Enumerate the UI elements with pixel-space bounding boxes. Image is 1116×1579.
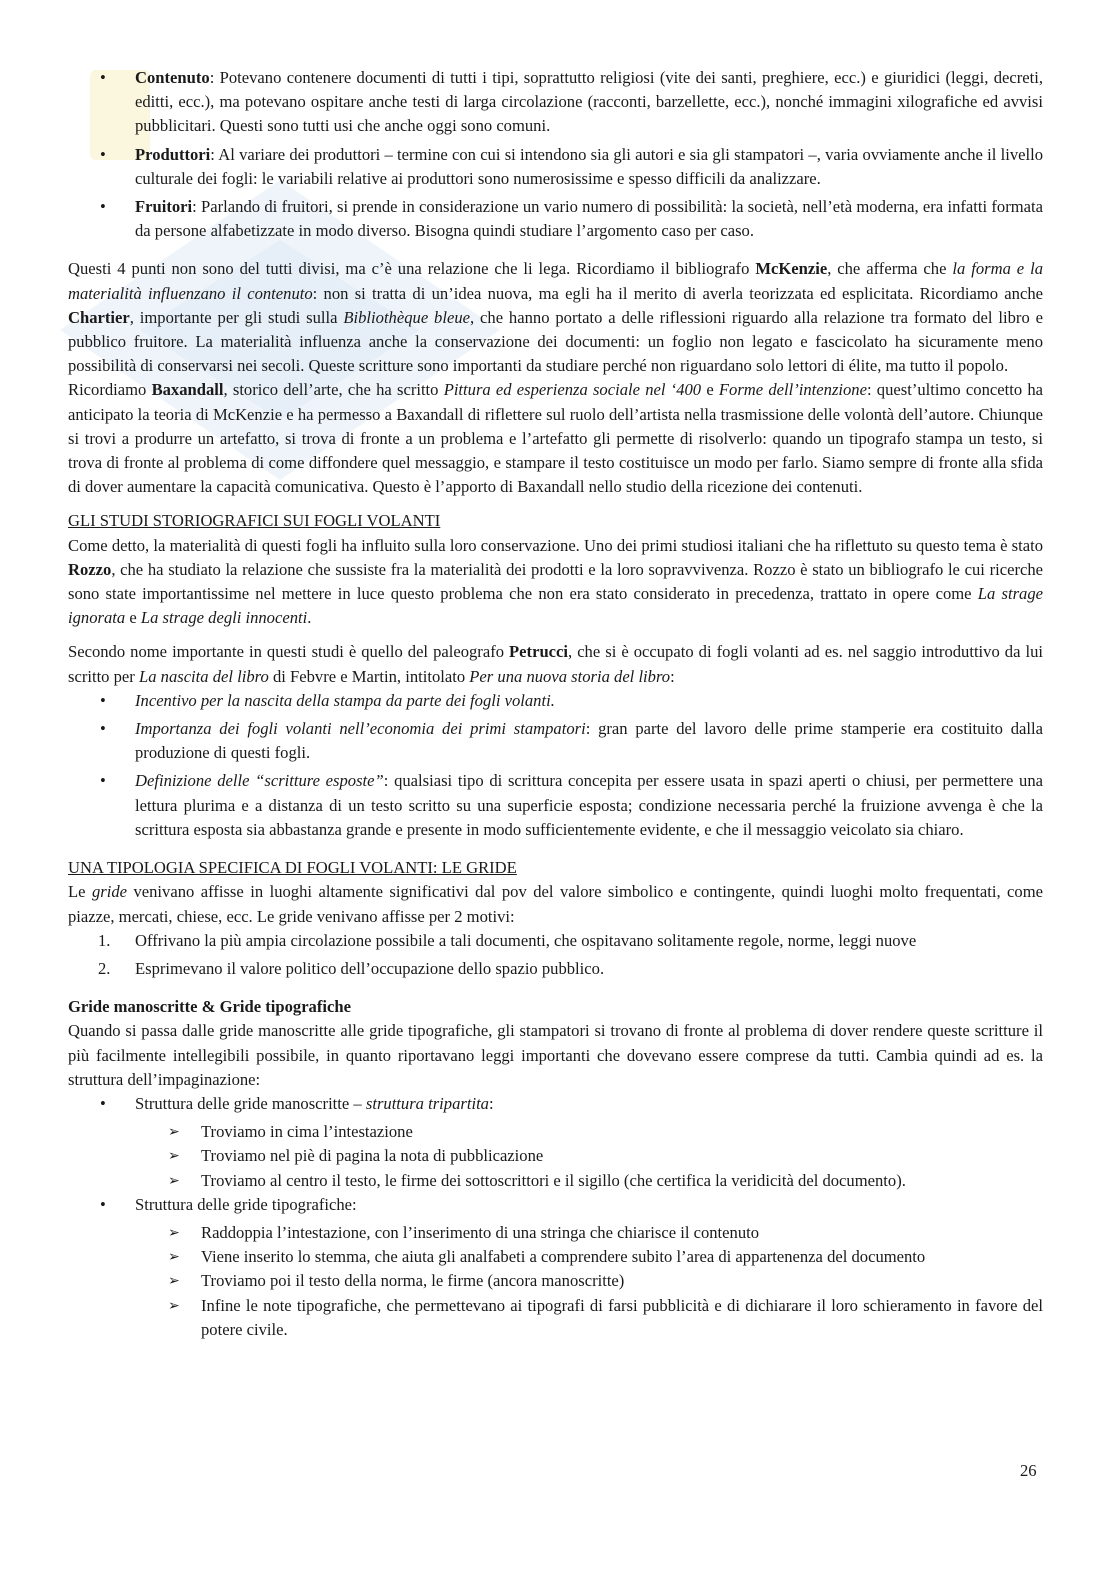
text: : gran parte del lavoro delle prime stamperie era costituito dalla produzione di questi fogli. xyxy=(135,719,1043,763)
bullet-item xyxy=(68,1092,1043,1116)
page-number: 26 xyxy=(1020,1461,1037,1480)
text: , storico dell’arte, che ha scritto xyxy=(223,380,444,400)
bold-text: Produttori xyxy=(135,144,211,164)
text: , che afferma che xyxy=(827,259,953,279)
text: Struttura delle gride tipografiche: xyxy=(135,1194,357,1214)
text: e xyxy=(701,380,719,400)
bold-text: Fruitori xyxy=(135,197,193,217)
paragraph xyxy=(68,378,1043,499)
text: Gride manoscritte & Gride tipografiche xyxy=(68,997,351,1017)
text: : non si tratta di un’idea nuova, ma egli ha il merito di averla teorizzata ed esplicitata. Ricordiamo anche xyxy=(312,283,1043,303)
bold-text: Chartier xyxy=(68,307,130,327)
text: Troviamo poi il testo della norma, le firme (ancora manoscritte) xyxy=(201,1271,625,1291)
paragraph xyxy=(68,640,1043,688)
bullet-item xyxy=(68,143,1043,191)
text: Questi 4 punti non sono del tutti divisi, ma c’è una relazione che li lega. Ricordiamo il bibliografo xyxy=(68,259,756,279)
spacer xyxy=(68,630,1043,640)
text: : Parlando di fruitori, si prende in considerazione un vario numero di possibilità: la società, nell’età moderna, era infatti formata da persone alfabetizzate in modo diverso. Bisogna quindi studiare l’argomento caso per caso. xyxy=(135,197,1043,241)
text: Troviamo nel piè di pagina la nota di pubblicazione xyxy=(201,1146,544,1166)
text: venivano affisse in luoghi altamente significativi dal pov del valore simbolico e contingente, quindi luoghi molto frequentati, come piazze, mercati, chiese, ecc. Le gride venivano affisse per 2 motivi: xyxy=(68,882,1043,926)
arrow-item xyxy=(68,1169,1043,1193)
italic-text: La nascita del libro xyxy=(138,666,269,686)
italic-text: la forma e la materialità influenzano il contenuto xyxy=(68,259,1043,303)
text: Offrivano la più ampia circolazione possibile a tali documenti, che ospitavano solitamente regole, norme, leggi nuove xyxy=(135,930,917,950)
text: Infine le note tipografiche, che permettevano ai tipografi di farsi pubblicità e di dichiarare il loro schieramento in favore del potere civile. xyxy=(201,1295,1043,1339)
italic-text: Importanza dei fogli volanti nell’economia dei primi stampatori xyxy=(135,719,586,739)
bold-text: Rozzo xyxy=(68,559,112,579)
text: Le xyxy=(68,882,92,902)
italic-text: Per una nuova storia del libro xyxy=(469,666,671,686)
text: di Febvre e Martin, intitolato xyxy=(268,666,470,686)
italic-text: Bibliothèque bleue xyxy=(343,307,470,327)
text: : xyxy=(670,666,675,686)
arrow-item xyxy=(68,1294,1043,1342)
text: , che ha studiato la relazione che sussiste fra la materialità dei prodotti e la loro sopravvivenza. Rozzo è stato un bibliografo le cui ricerche sono state importantissime nel mettere in luce questo problema che non era stato considerato in precedenza, trattato in opere come xyxy=(68,559,1043,604)
item-number: 2. xyxy=(98,958,111,978)
text: GLI STUDI STORIOGRAFICI SUI FOGLI VOLANTI xyxy=(68,511,441,531)
italic-text: Pittura ed esperienza sociale nel ‘400 xyxy=(443,380,702,400)
paragraph xyxy=(68,880,1043,928)
bold-text: Baxandall xyxy=(151,380,224,400)
text: Raddoppia l’intestazione, con l’inserimento di una stringa che chiarisce il contenuto xyxy=(201,1222,760,1242)
text: : xyxy=(488,1093,494,1113)
text: Viene inserito lo stemma, che aiuta gli analfabeti a comprendere subito l’area di appartenenza del documento xyxy=(201,1247,926,1267)
bold-text: Contenuto xyxy=(135,68,210,87)
italic-text: La strage ignorata xyxy=(68,584,1043,628)
paragraph xyxy=(68,534,1043,631)
italic-text: La strage degli innocenti xyxy=(140,608,308,628)
italic-text: Incentivo per la nascita della stampa da parte dei fogli volanti. xyxy=(135,690,555,710)
italic-text: struttura tripartita xyxy=(365,1093,489,1113)
bullet-item xyxy=(68,717,1043,765)
item-number: 1. xyxy=(98,930,111,950)
arrow-item xyxy=(68,1221,1043,1245)
document-body xyxy=(68,66,1043,1342)
bullet-item xyxy=(68,66,1043,139)
section-heading xyxy=(68,509,1043,533)
numbered-item xyxy=(68,957,1043,981)
spacer xyxy=(68,247,1043,257)
text: Come detto, la materialità di questi fogli ha influito sulla loro conservazione. Uno dei primi studiosi italiani che ha riflettuto su questo tema è stato xyxy=(68,535,1043,555)
italic-text: Forme dell’intenzione xyxy=(718,380,867,400)
arrow-item xyxy=(68,1144,1043,1168)
text: e xyxy=(125,608,141,628)
spacer xyxy=(68,499,1043,509)
paragraph xyxy=(68,1019,1043,1092)
text: UNA TIPOLOGIA SPECIFICA DI FOGLI VOLANTI: LE GRIDE xyxy=(68,858,517,878)
subsection-heading xyxy=(68,995,1043,1019)
arrow-item xyxy=(68,1120,1043,1144)
bullet-item xyxy=(68,689,1043,713)
numbered-item xyxy=(68,929,1043,953)
text: Secondo nome importante in questi studi è quello del paleografo xyxy=(68,642,510,662)
text: : qualsiasi tipo di scrittura concepita per essere usata in spazi aperti o chiusi, per permettere una lettura plurima e a distanza di un testo scritto su una superficie esposta; condizione necessaria perché la fruizione avvenga è che la scrittura esposta sia abbastanza grande e presente in modo sufficientemente evidente, e che il messaggio veicolato sia chiaro. xyxy=(135,771,1043,839)
arrow-item xyxy=(68,1269,1043,1293)
text: Ricordiamo xyxy=(68,380,152,400)
spacer xyxy=(68,846,1043,856)
text: , che si è occupato di fogli volanti ad es. nel saggio introduttivo da lui scritto per xyxy=(68,642,1043,686)
text: , importante per gli studi sulla xyxy=(129,307,344,327)
bullet-item xyxy=(68,1193,1043,1217)
bullet-item xyxy=(68,769,1043,842)
section-heading xyxy=(68,856,1043,880)
bold-text: Petrucci xyxy=(509,642,569,662)
arrow-item xyxy=(68,1245,1043,1269)
text: Struttura delle gride manoscritte – xyxy=(135,1093,366,1113)
text: Quando si passa dalle gride manoscritte alle gride tipografiche, gli stampatori si trovano di fronte al problema di dover rendere queste scritture il più facilmente intellegibili possibile, in quanto riportavano leggi importanti che dovevano essere comprese da tutti. Cambia quindi ad es. la struttura dell’impaginazione: xyxy=(68,1021,1043,1089)
italic-text: gride xyxy=(91,882,127,902)
text: Esprimevano il valore politico dell’occupazione dello spazio pubblico. xyxy=(135,958,605,978)
text: : quest’ultimo concetto ha anticipato la teoria di McKenzie e ha permesso a Baxandall di riflettere sul ruolo dell’artista nella trasmissione delle volontà dell’autore. Chiunque si trovi a produrre un artefatto, si trova di fronte a un problema e l’artefatto gli permette di risolverlo: quando un tipografo stampa un testo, si trova di fronte al problema di come diffondere quel messaggio, e stampare il testo costituisce un modo per farlo. Siamo sempre di fronte alla sfida di dover aumentare la capacità comunicativa. Questo è l’apporto di Baxandall nello studio della ricezione dei contenuti. xyxy=(68,380,1043,497)
paragraph xyxy=(68,257,1043,378)
bold-text: McKenzie xyxy=(755,259,828,279)
text: : Potevano contenere documenti di tutti i tipi, soprattutto religiosi (vite dei santi, preghiere, ecc.) e giuridici (leggi, decreti, editti, ecc.), ma potevano ospitare anche testi di larga circolazione (racconti, barzellette, ecc.), nonché immagini xilografiche ed avvisi pubblicitari. Questi sono tutti usi che anche oggi sono comuni. xyxy=(135,68,1043,136)
spacer xyxy=(68,985,1043,995)
bullet-item xyxy=(68,195,1043,243)
text: : Al variare dei produttori – termine con cui si intendono sia gli autori e sia gli stampatori –, varia ovviamente anche il livello culturale dei fogli: le variabili relative ai produttori sono numerosissime e spesso difficili da analizzare. xyxy=(135,144,1043,188)
text: Troviamo in cima l’intestazione xyxy=(201,1122,413,1142)
text: . xyxy=(307,608,312,628)
italic-text: Definizione delle “scritture esposte” xyxy=(135,771,384,791)
text: Troviamo al centro il testo, le firme dei sottoscrittori e il sigillo (che certifica la veridicità del documento). xyxy=(201,1170,906,1190)
text: , che hanno portato a delle riflessioni riguardo alla relazione tra formato del libro e pubblico fruitore. La materialità influenza anche la conservazione dei documenti: un foglio non legato e fascicolato ha sicuramente meno possibilità di conservarsi nei secoli. Queste scritture sono importanti da studiare perché non riguardano solo lettori di élite, ma tutto il popolo. xyxy=(68,307,1044,376)
